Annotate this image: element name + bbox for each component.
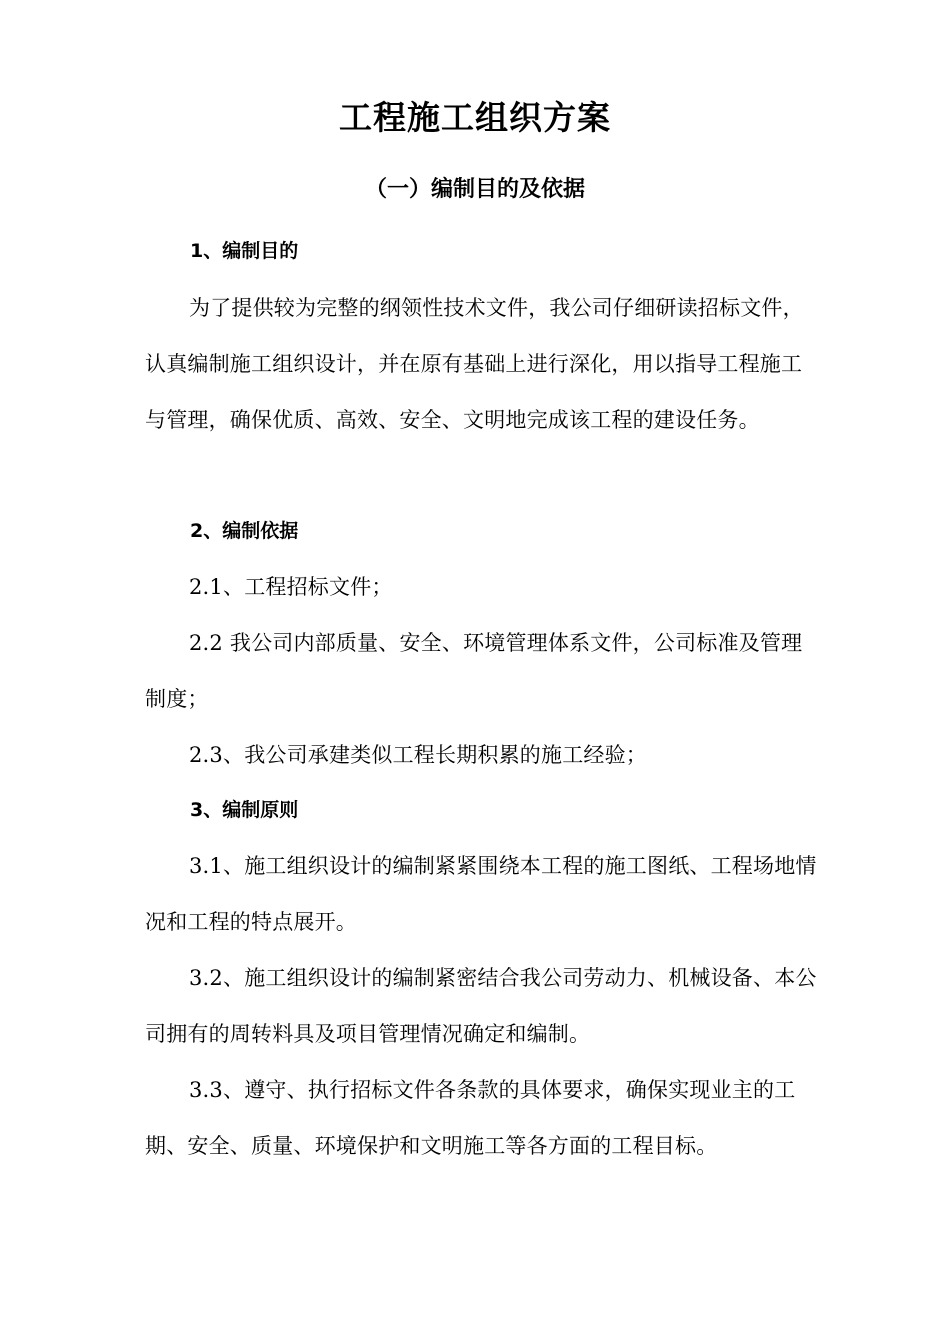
paragraph-purpose: 为了提供较为完整的纲领性技术文件，我公司仔细研读招标文件，认真编制施工组织设计，并在原有基础上进行深化，用以指导工程施工与管理，确保优质、高效、安全、文明地完成该工程的建设任务。 xyxy=(145,296,804,432)
paragraph-principle-3-2: 3.2、施工组织设计的编制紧密结合我公司劳动力、机械设备、本公司拥有的周转料具及项目管理情况确定和编制。 xyxy=(145,966,817,1046)
paragraph-basis-2-3: 2.3、我公司承建类似工程长期积累的施工经验； xyxy=(189,743,647,767)
paragraph-principle-3-1: 3.1、施工组织设计的编制紧紧围绕本工程的施工图纸、工程场地情况和工程的特点展开。 xyxy=(145,854,817,934)
heading-basis: 2、编制依据 xyxy=(190,520,299,542)
paragraph-basis-2-2: 2.2 我公司内部质量、安全、环境管理体系文件，公司标准及管理制度； xyxy=(145,631,803,711)
paragraph-basis-2-1: 2.1、工程招标文件； xyxy=(189,575,393,599)
heading-purpose: 1、编制目的 xyxy=(190,240,299,262)
section-title: （一）编制目的及依据 xyxy=(364,177,585,202)
heading-principles: 3、编制原则 xyxy=(190,799,299,821)
paragraph-principle-3-3: 3.3、遵守、执行招标文件各条款的具体要求，确保实现业主的工期、安全、质量、环境保护和文明施工等各方面的工程目标。 xyxy=(145,1078,796,1158)
document-title: 工程施工组织方案 xyxy=(339,98,611,137)
